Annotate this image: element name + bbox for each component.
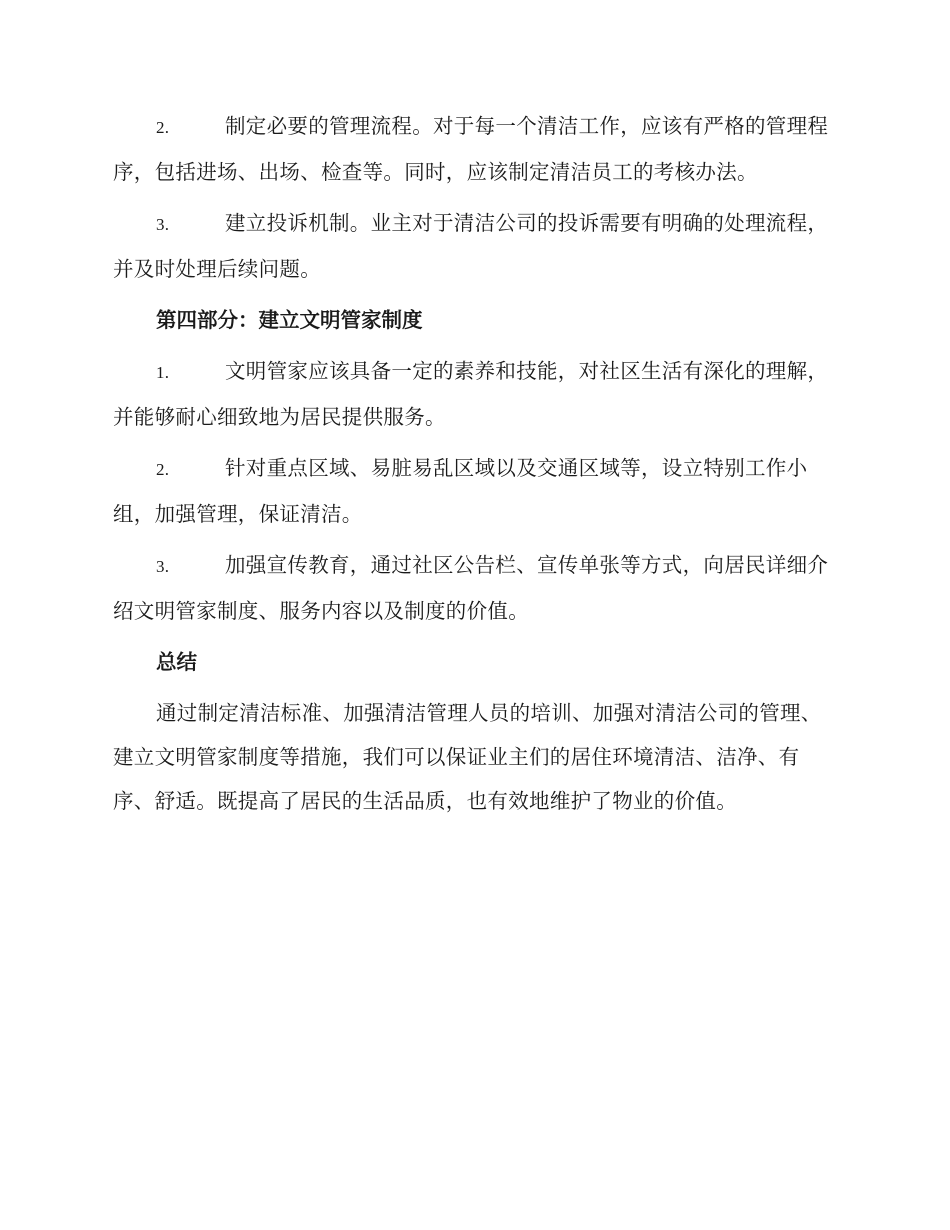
- list-item-text: 建立投诉机制。业主对于清洁公司的投诉需要有明确的处理流程，并及时处理后续问题。: [113, 211, 829, 281]
- list-item-text: 文明管家应该具备一定的素养和技能，对社区生活有深化的理解，并能够耐心细致地为居民提供服务。: [113, 359, 829, 429]
- list-item-text: 加强宣传教育，通过社区公告栏、宣传单张等方式，向居民详细介绍文明管家制度、服务内容以及制度的价值。: [113, 553, 829, 623]
- document-content: [113, 104, 837, 830]
- list-item: [113, 349, 837, 439]
- list-item-number: 2.: [156, 118, 170, 137]
- summary-paragraph: 通过制定清洁标准、加强清洁管理人员的培训、加强对清洁公司的管理、建立文明管家制度等措施，我们可以保证业主们的居住环境清洁、洁净、有序、舒适。既提高了居民的生活品质，也有效地维护了物业的价值。: [113, 701, 822, 813]
- list-item-number: 2.: [156, 460, 170, 479]
- section-heading-summary: 总结: [156, 650, 197, 674]
- section-heading-part4: 第四部分：建立文明管家制度: [156, 308, 423, 332]
- list-item-number: 3.: [156, 557, 170, 576]
- list-item-text: 制定必要的管理流程。对于每一个清洁工作，应该有严格的管理程序，包括进场、出场、检查等。同时，应该制定清洁员工的考核办法。: [113, 114, 829, 184]
- list-item-text: 针对重点区域、易脏易乱区域以及交通区域等，设立特别工作小组，加强管理，保证清洁。: [113, 456, 808, 526]
- list-item-number: 3.: [156, 215, 170, 234]
- list-item-number: 1.: [156, 363, 170, 382]
- list-item: [113, 446, 837, 536]
- list-item: [113, 201, 837, 291]
- list-item: [113, 543, 837, 633]
- list-item: [113, 104, 837, 194]
